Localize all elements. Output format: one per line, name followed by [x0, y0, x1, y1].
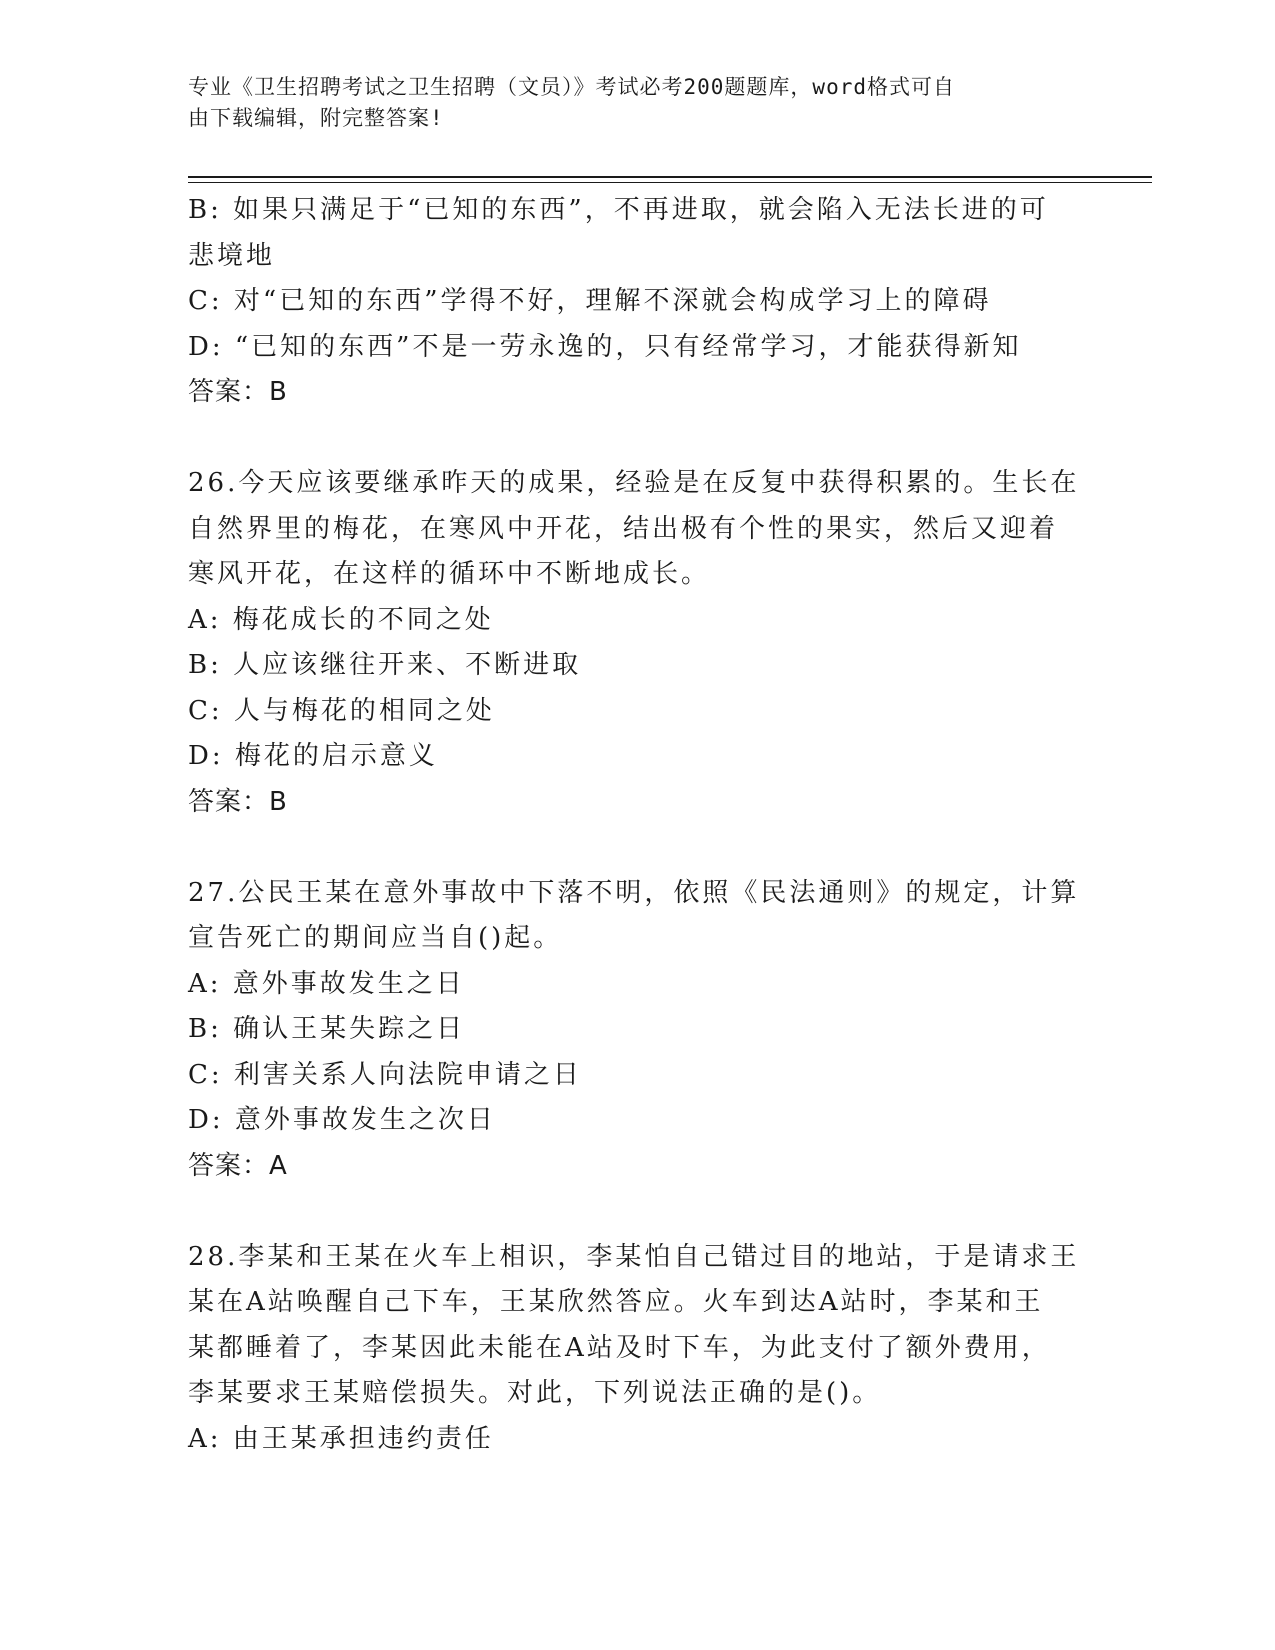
spacer — [188, 1189, 1088, 1235]
question-26 — [188, 461, 1088, 825]
question-stem: 27.公民王某在意外事故中下落不明，依照《民法通则》的规定，计算 — [188, 877, 1080, 908]
question-28 — [188, 1235, 1088, 1463]
answer: 答案：B — [188, 377, 288, 407]
option-c: C: 人与梅花的相同之处 — [188, 695, 495, 726]
option-d: D: 梅花的启示意义 — [188, 741, 438, 771]
option-c: C: 利害关系人向法院申请之日 — [188, 1059, 582, 1090]
document-header — [188, 72, 1068, 134]
option-d: D: 意外事故发生之次日 — [188, 1105, 496, 1135]
header-divider-thin — [188, 182, 1152, 183]
question-stem: 28.李某和王某在火车上相识，李某怕自己错过目的地站，于是请求王 — [188, 1241, 1080, 1272]
header-line: 由下载编辑，附完整答案! — [188, 106, 444, 130]
option-b: B: 人应该继往开来、不断进取 — [188, 650, 582, 680]
question-stem: 某都睡着了，李某因此未能在A站及时下车，为此支付了额外费用， — [188, 1332, 1051, 1363]
option-b: B: 如果只满足于“已知的东西”，不再进取，就会陷入无法长进的可 — [188, 195, 1049, 225]
spacer — [188, 416, 1088, 462]
answer: 答案：A — [188, 1150, 288, 1181]
option-a: A: 意外事故发生之日 — [188, 968, 465, 999]
option-b: B: 确认王某失踪之日 — [188, 1014, 466, 1044]
question-stem: 某在A站唤醒自己下车，王某欣然答应。火车到达A站时，李某和王 — [188, 1287, 1044, 1317]
document-body — [188, 188, 1088, 1462]
question-stem: 26.今天应该要继承昨天的成果，经验是在反复中获得积累的。生长在 — [188, 468, 1080, 498]
spacer — [188, 825, 1088, 871]
header-line: 专业《卫生招聘考试之卫生招聘（文员）》考试必考200题题库，word格式可自 — [188, 75, 955, 99]
question-stem: 李某要求王某赔偿损失。对此，下列说法正确的是()。 — [188, 1378, 882, 1408]
question-25 — [188, 188, 1088, 416]
option-a: A: 梅花成长的不同之处 — [188, 604, 494, 635]
option-a: A: 由王某承担违约责任 — [188, 1423, 494, 1454]
option-b-continued: 悲境地 — [188, 240, 276, 271]
question-stem: 寒风开花，在这样的循环中不断地成长。 — [188, 559, 711, 589]
question-stem: 宣告死亡的期间应当自()起。 — [188, 923, 563, 953]
question-stem: 自然界里的梅花，在寒风中开花，结出极有个性的果实，然后又迎着 — [188, 513, 1059, 544]
option-d: D: “已知的东西”不是一劳永逸的，只有经常学习，才能获得新知 — [188, 331, 1022, 362]
question-27 — [188, 871, 1088, 1190]
answer: 答案：B — [188, 786, 288, 817]
option-c: C: 对“已知的东西”学得不好，理解不深就会构成学习上的障碍 — [188, 286, 992, 316]
header-divider — [188, 176, 1152, 178]
